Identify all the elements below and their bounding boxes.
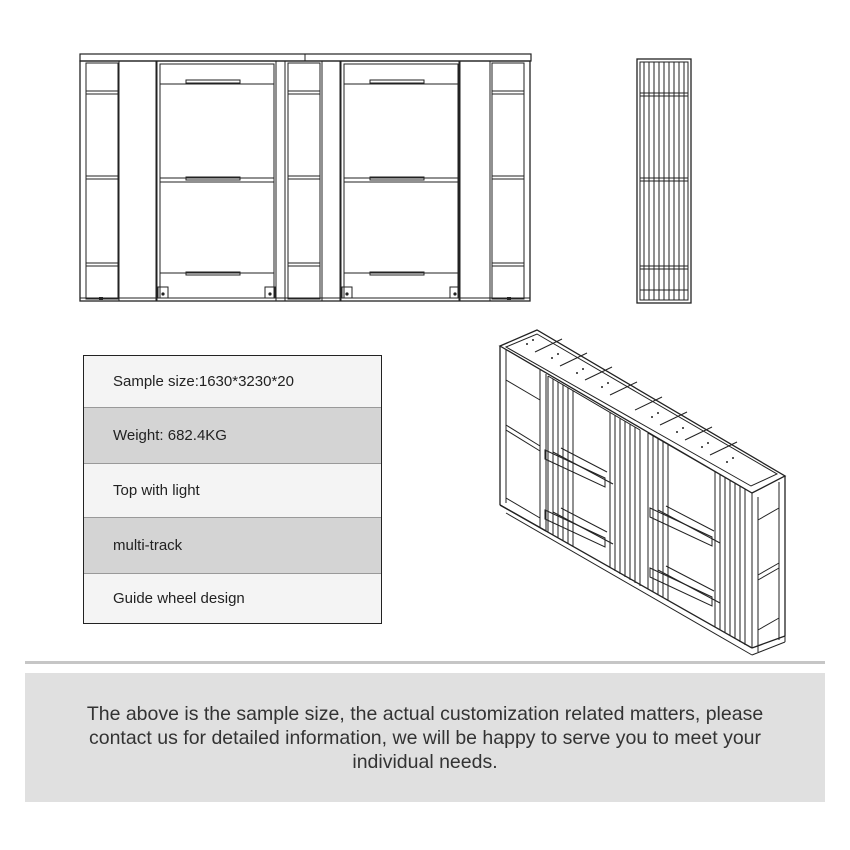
spec-label: Top with light — [113, 482, 200, 499]
spec-row-guide-wheel — [84, 574, 381, 623]
info-note — [25, 673, 825, 802]
spec-row-weight — [84, 408, 381, 464]
spec-label: Sample size:1630*3230*20 — [113, 373, 294, 390]
front-elevation-drawing — [80, 54, 531, 301]
side-elevation-drawing — [637, 59, 691, 303]
isometric-view-drawing — [500, 330, 785, 655]
spec-label: multi-track — [113, 537, 183, 554]
specs-table — [83, 355, 382, 624]
spec-label: Guide wheel design — [113, 590, 245, 607]
spec-row-multi-track — [84, 518, 381, 574]
info-note-text: The above is the sample size, the actual customization related matters, please contact us for detailed information, we will be happy to serve you to meet your individual needs. — [86, 702, 764, 773]
section-divider — [25, 661, 825, 664]
spec-row-sample-size — [84, 356, 381, 408]
spec-row-top-light — [84, 464, 381, 518]
spec-label: Weight: 682.4KG — [113, 427, 227, 444]
